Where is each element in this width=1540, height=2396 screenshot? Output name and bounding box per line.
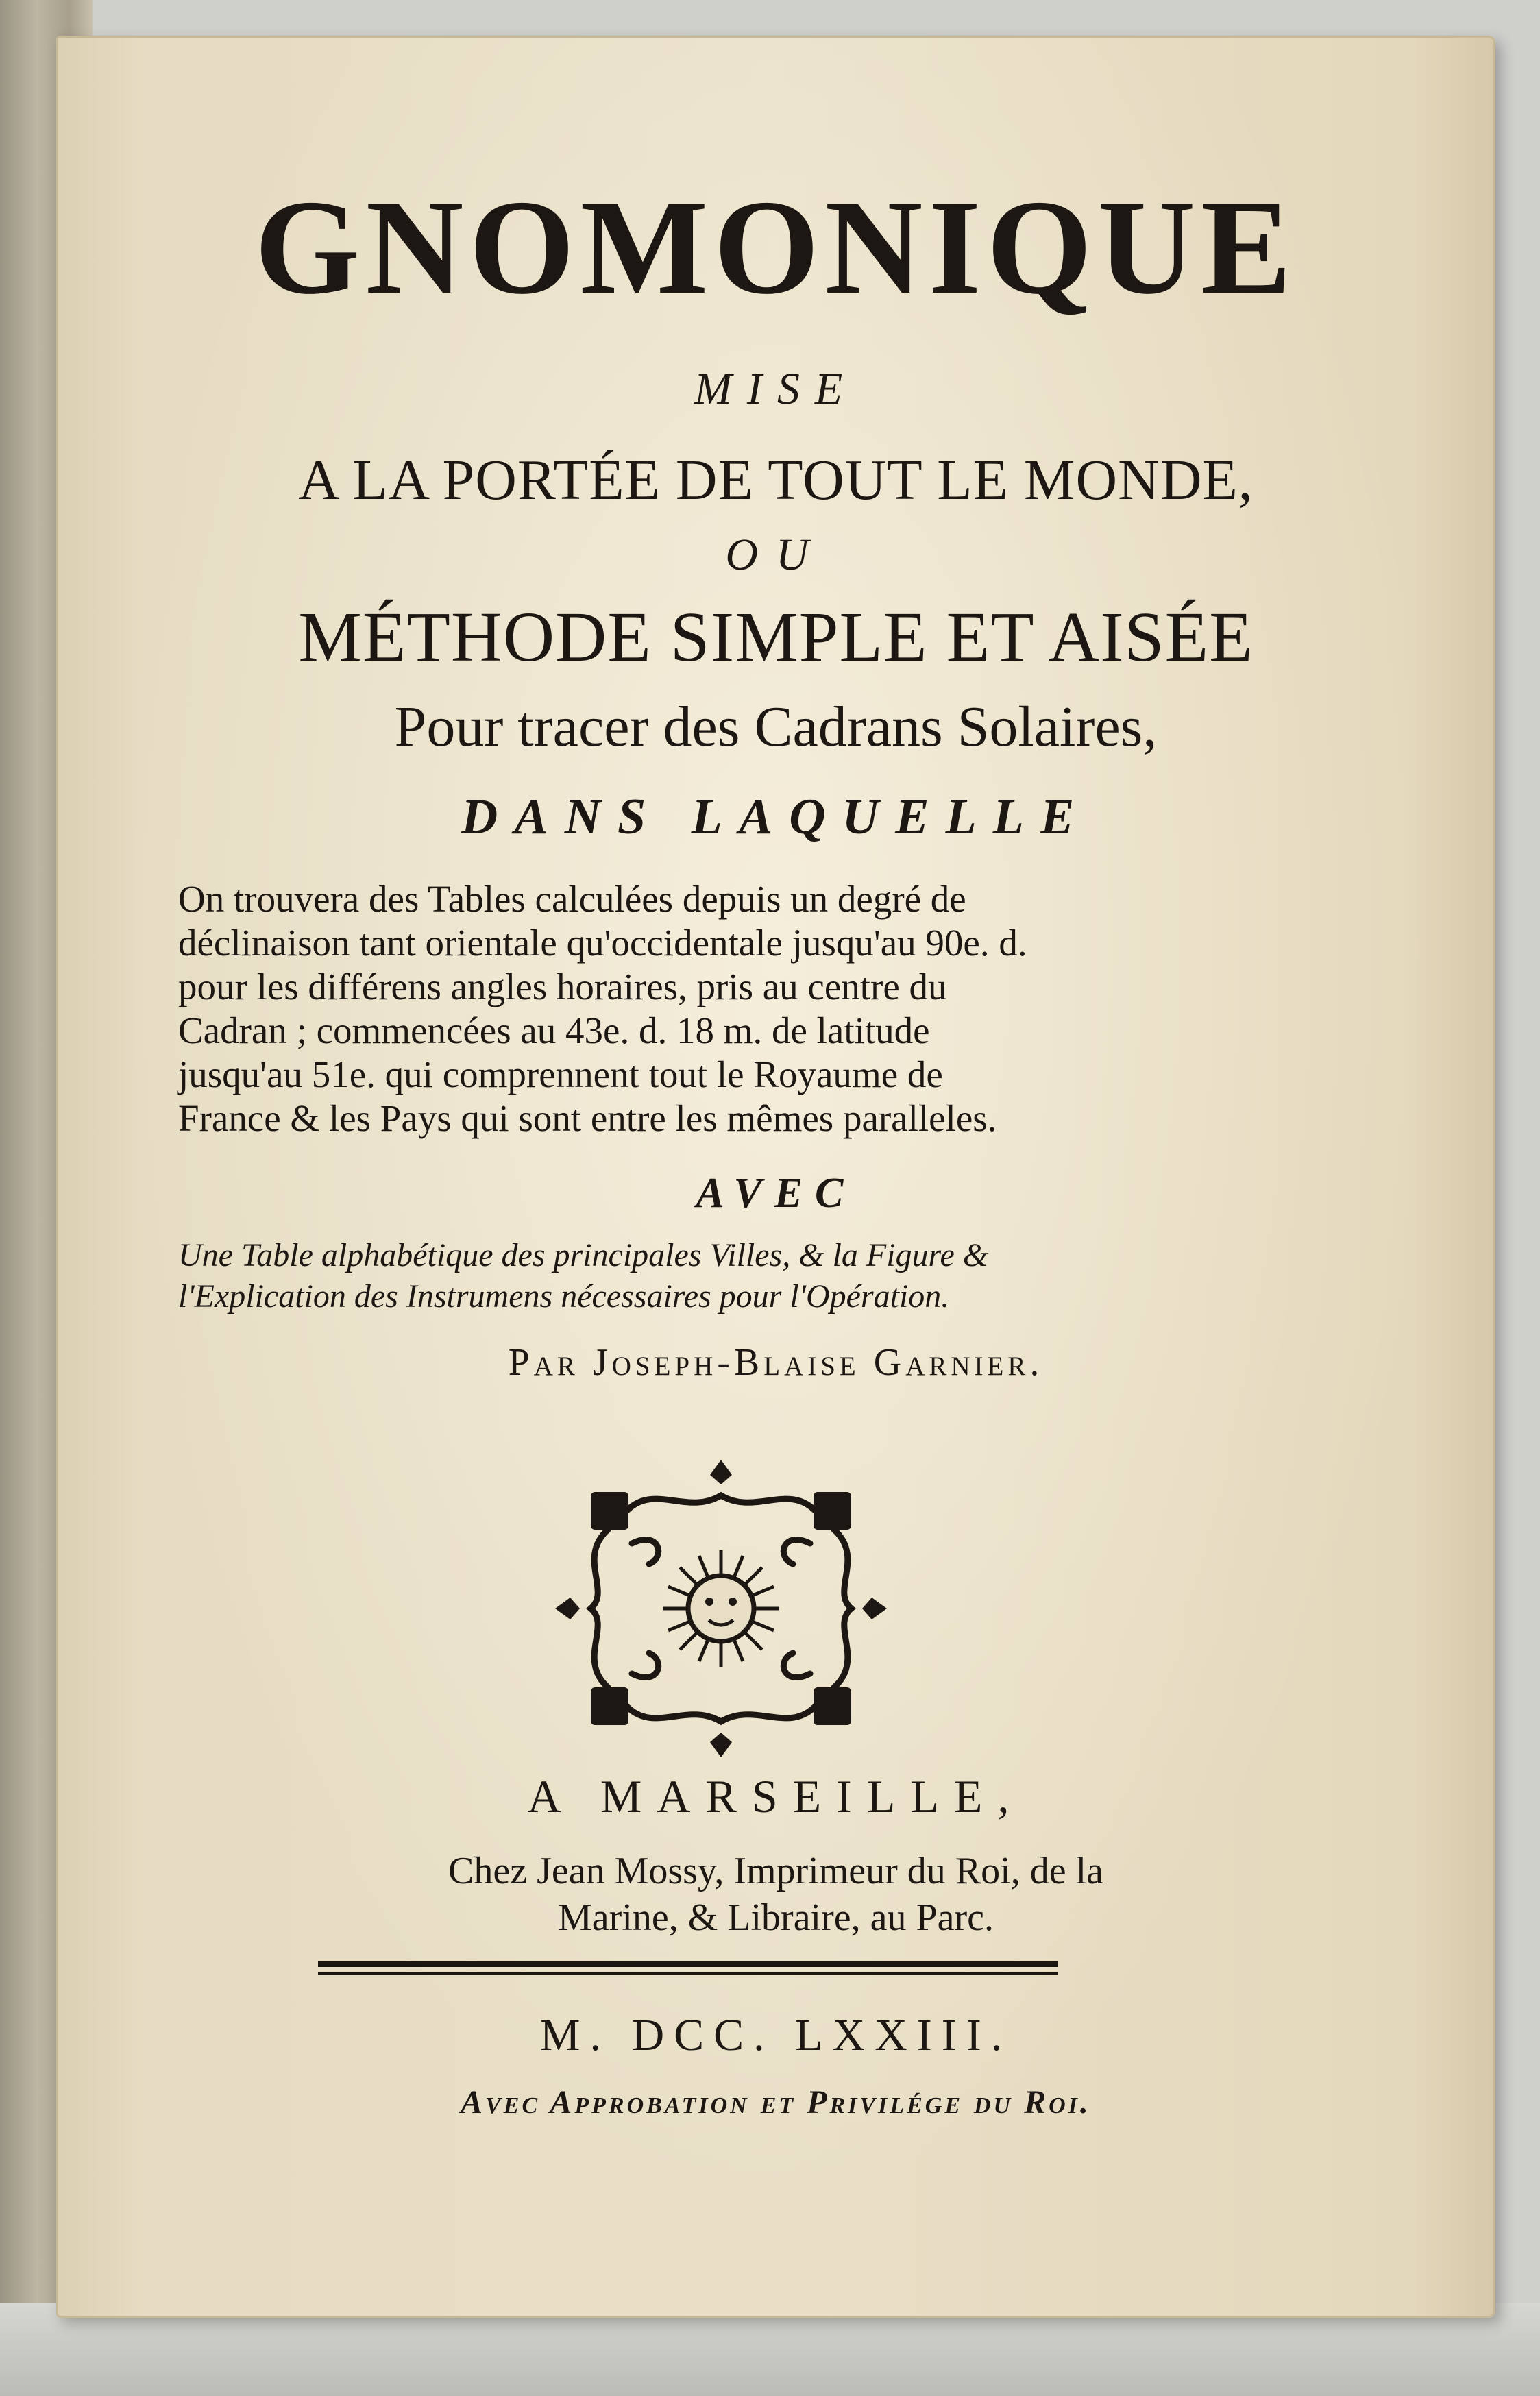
subtitle-mise: MISE <box>694 364 858 414</box>
publication-year: M. DCC. LXXIII. <box>539 2010 1012 2060</box>
printer-line: Marine, & Libraire, au Parc. <box>558 1896 994 1939</box>
sun-ornament-icon <box>550 1454 892 1763</box>
divider-rule <box>318 1961 1058 1967</box>
approbation-line: Avec Approbation et Privilége du Roi. <box>461 2084 1091 2120</box>
description-line: jusqu'au 51e. qui comprennent tout le Royaume de <box>178 1053 943 1095</box>
subtitle-dans-laquelle: DANS LAQUELLE <box>461 789 1091 845</box>
description-line: déclinaison tant orientale qu'occidentale jusqu'au 90e. d. <box>178 922 1027 964</box>
description-line: Cadran ; commencées au 43e. d. 18 m. de latitude <box>178 1010 930 1051</box>
subtitle-pour: Pour tracer des Cadrans Solaires, <box>394 695 1158 759</box>
subtitle-ou: OU <box>725 530 827 580</box>
place-line: A MARSEILLE, <box>527 1770 1025 1822</box>
book-title: GNOMONIQUE <box>254 172 1297 322</box>
description-line: On trouvera des Tables calculées depuis un degré de <box>178 878 966 920</box>
subtitle-methode: MÉTHODE SIMPLE ET AISÉE <box>298 598 1254 676</box>
subtitle-avec: AVEC <box>696 1170 856 1217</box>
printer-line: Chez Jean Mossy, Imprimeur du Roi, de la <box>448 1850 1103 1892</box>
author-line: Par Joseph-Blaise Garnier. <box>508 1341 1044 1384</box>
description-line: pour les différens angles horaires, pris au centre du <box>178 966 947 1007</box>
title-page <box>56 36 1495 2318</box>
subtitle-portee: A LA PORTÉE DE TOUT LE MONDE, <box>298 448 1254 512</box>
description-line: France & les Pays qui sont entre les mêmes paralleles. <box>178 1097 997 1139</box>
table-note-line: Une Table alphabétique des principales Villes, & la Figure & <box>178 1237 989 1273</box>
divider-rule <box>318 1972 1058 1975</box>
table-note-line: l'Explication des Instrumens nécessaires pour l'Opération. <box>178 1278 950 1315</box>
